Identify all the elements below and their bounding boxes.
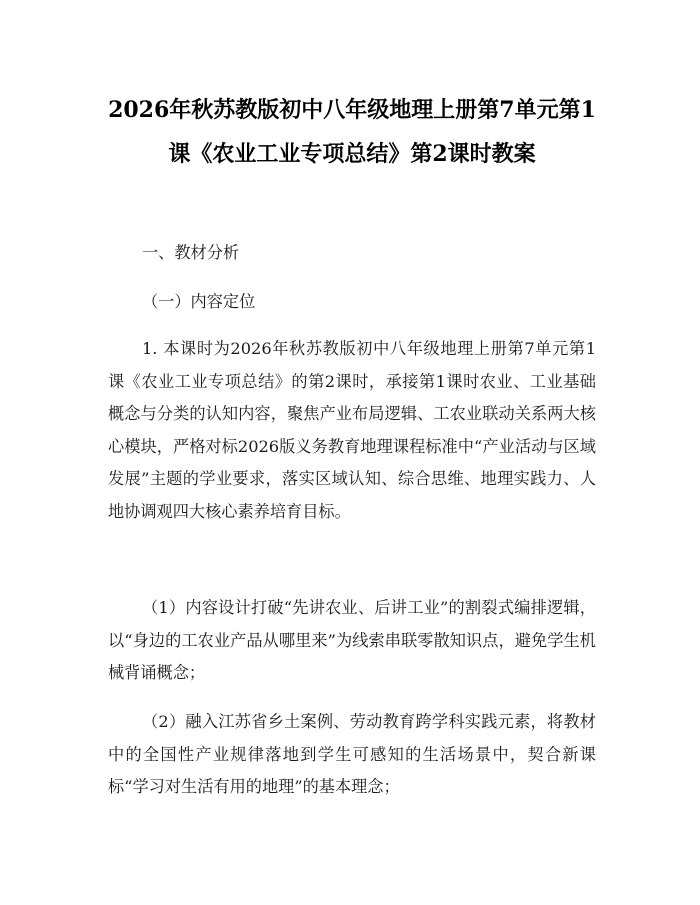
document-title: 2026年秋苏教版初中八年级地理上册第7单元第1课《农业工业专项总结》第2课时教案: [108, 97, 596, 167]
subsection-heading: （一）内容定位: [142, 292, 256, 311]
paragraph: （2）融入江苏省乡土案例、劳动教育跨学科实践元素，将教材中的全国性产业规律落地到学生可感知的生活场景中，契合新课标“学习对生活有用的地理”的基本理念；: [108, 712, 596, 797]
section-heading: 一、教材分析: [142, 243, 240, 262]
paragraph: （1）内容设计打破“先讲农业、后讲工业”的割裂式编排逻辑，以“身边的工农业产品从哪里来”为线索串联零散知识点，避免学生机械背诵概念；: [108, 598, 596, 683]
paragraph: 1. 本课时为2026年秋苏教版初中八年级地理上册第7单元第1课《农业工业专项总结》的第2课时，承接第1课时农业、工业基础概念与分类的认知内容，聚焦产业布局逻辑、工农业联动关系两大核心模块，严格对标2026版义务教育地理课程标准中“产业活动与区域发展”主题的学业要求，落实区域认知、综合思维、地理实践力、人地协调观四大核心素养培育目标。: [108, 339, 596, 521]
